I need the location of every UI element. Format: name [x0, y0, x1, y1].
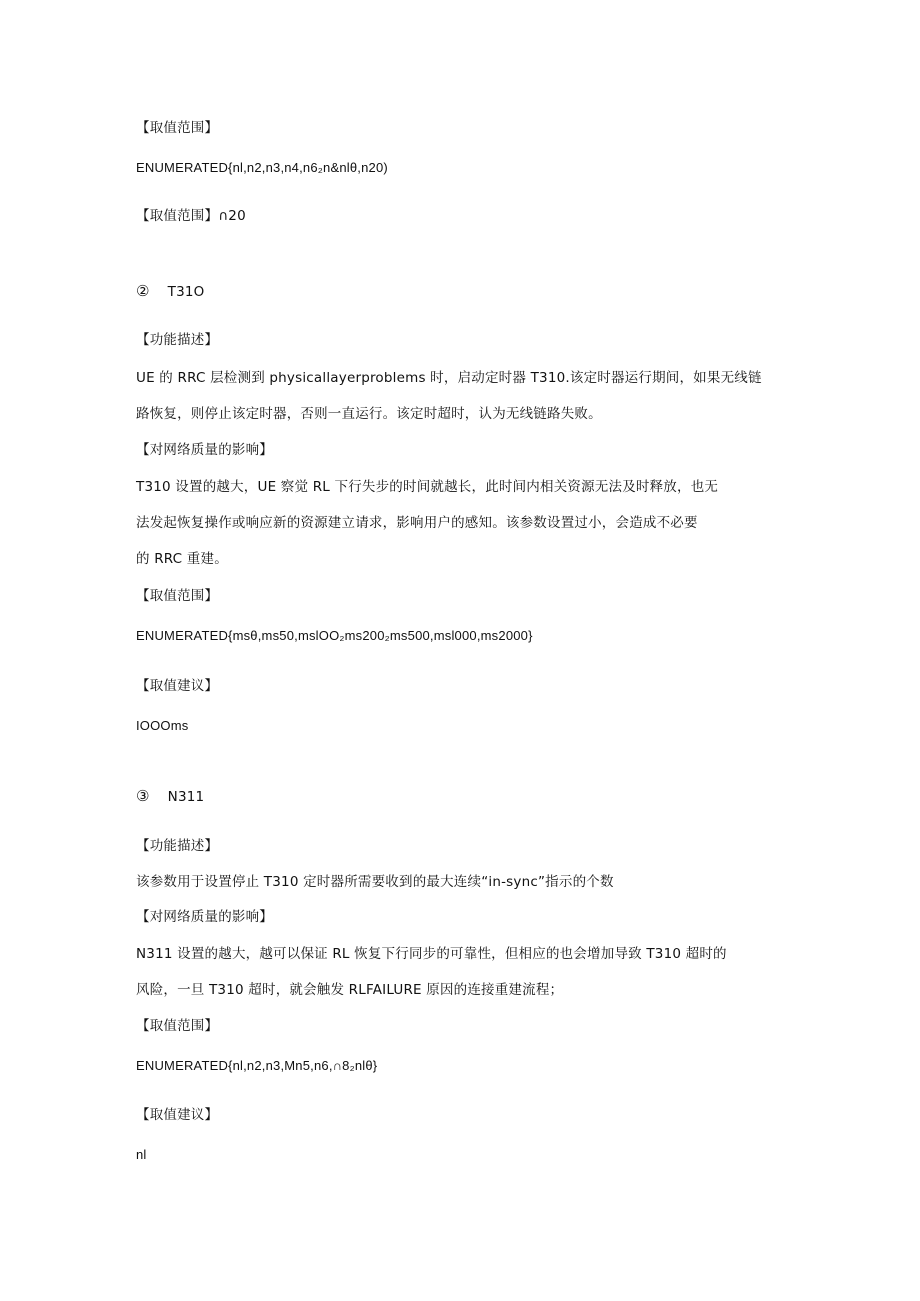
s2-number: ② [136, 282, 150, 300]
s3-func-label: 【功能描述】 [136, 838, 219, 854]
s2-impact-line3: 的 RRC 重建。 [136, 551, 228, 567]
s1-range-value: ENUMERATED{nl,n2,n3,n4,n6₂n&nlθ,n20) [136, 160, 388, 175]
s3-impact-label: 【对网络质量的影响】 [136, 909, 273, 925]
s3-range-value: ENUMERATED{nl,n2,n3,Mn5,n6,∩8₂nlθ} [136, 1058, 378, 1073]
s1-range-label-2: 【取值范围】 [136, 208, 219, 224]
s2-impact-line2: 法发起恢复操作或响应新的资源建立请求，影响用户的感知。该参数设置过小，会造成不必要 [136, 515, 698, 531]
s3-title: N311 [167, 789, 205, 805]
s3-func-desc-line1: 该参数用于设置停止 T310 定时器所需要收到的最大连续“in-sync”指示的个数 [136, 874, 614, 890]
s3-suggest-value: nl [136, 1147, 147, 1162]
s2-heading [136, 282, 786, 301]
s1-range-label: 【取值范围】 [136, 120, 219, 136]
s2-title: T31O [167, 284, 205, 300]
s2-range-label: 【取值范围】 [136, 588, 219, 604]
s2-impact-label: 【对网络质量的影响】 [136, 442, 273, 458]
s3-impact-line2: 风险，一旦 T310 超时，就会触发 RLFAILURE 原因的连接重建流程； [136, 982, 564, 998]
s3-impact-line1: N311 设置的越大，越可以保证 RL 恢复下行同步的可靠性，但相应的也会增加导致 T310 超时的 [136, 946, 727, 962]
s3-number: ③ [136, 787, 150, 805]
s1-range-value-2: ∩20 [218, 208, 246, 224]
s2-suggest-value: IOOOms [136, 718, 189, 733]
s2-range-value: ENUMERATED{msθ,ms50,mslOO₂ms200₂ms500,msl000,ms2000} [136, 628, 533, 643]
s2-func-label: 【功能描述】 [136, 332, 219, 348]
s2-impact-line1: T310 设置的越大，UE 察觉 RL 下行失步的时间就越长，此时间内相关资源无法及时释放，也无 [136, 479, 719, 495]
s3-range-label: 【取值范围】 [136, 1018, 219, 1034]
s2-func-desc-line2: 路恢复，则停止该定时器，否则一直运行。该定时超时，认为无线链路失败。 [136, 406, 602, 422]
s1-range-row [136, 207, 786, 225]
s2-suggest-label: 【取值建议】 [136, 678, 219, 694]
s3-suggest-label: 【取值建议】 [136, 1107, 219, 1123]
s2-func-desc-line1: UE 的 RRC 层检测到 physicallayerproblems 时，启动定时器 T310.该定时器运行期间，如果无线链 [136, 370, 762, 386]
s3-heading [136, 787, 786, 806]
